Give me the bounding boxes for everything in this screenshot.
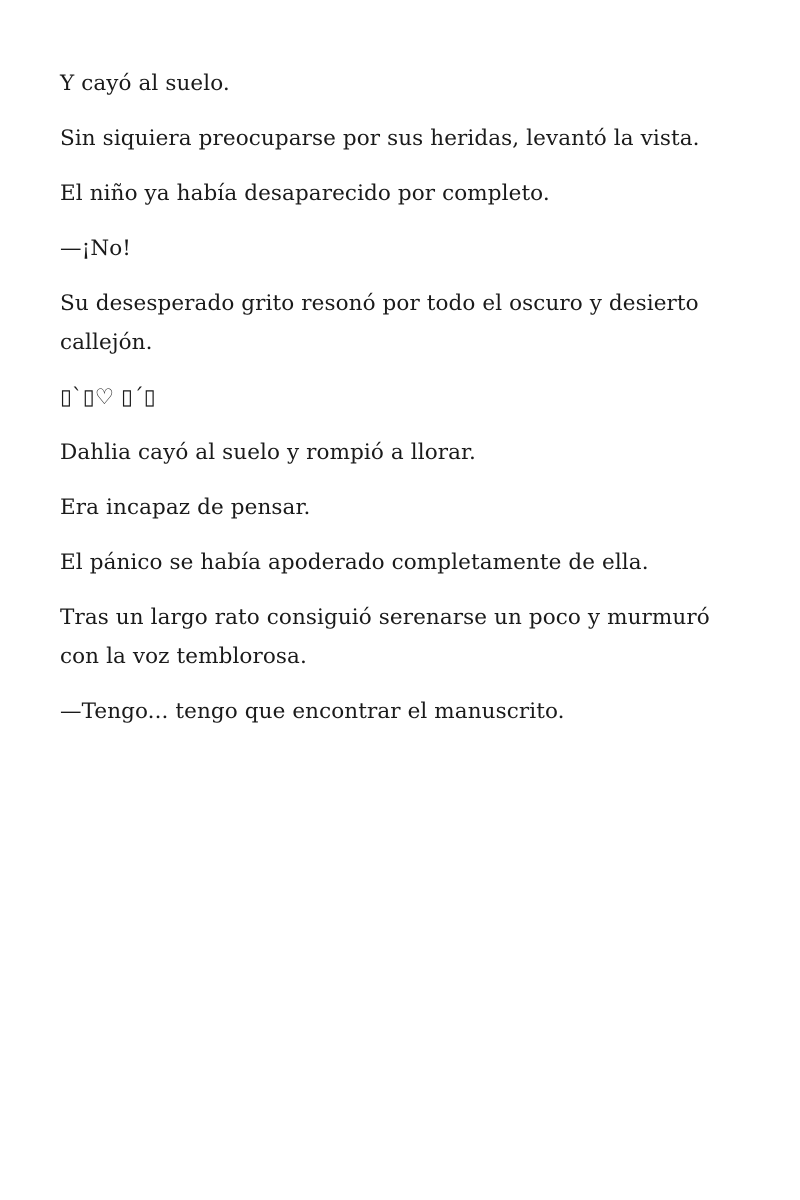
paragraph: —¡No! (60, 236, 132, 261)
paragraph: El pánico se había apoderado completamente de ella. (60, 550, 649, 575)
paragraph: Su desesperado grito resonó por todo el oscuro y desierto callejón. (60, 291, 699, 355)
paragraph: Y cayó al suelo. (60, 71, 230, 96)
paragraph: —Tengo... tengo que encontrar el manuscrito. (60, 699, 565, 724)
paragraph: Dahlia cayó al suelo y rompió a llorar. (60, 440, 476, 465)
paragraph: Sin siquiera preocuparse por sus heridas, levantó la vista. (60, 126, 700, 151)
reading-page (60, 64, 730, 747)
scene-divider: ▯`▯♡ ▯´▯ (60, 385, 156, 410)
paragraph: Tras un largo rato consiguió serenarse un poco y murmuró con la voz temblorosa. (60, 605, 710, 669)
paragraph: Era incapaz de pensar. (60, 495, 311, 520)
paragraph: El niño ya había desaparecido por completo. (60, 181, 550, 206)
